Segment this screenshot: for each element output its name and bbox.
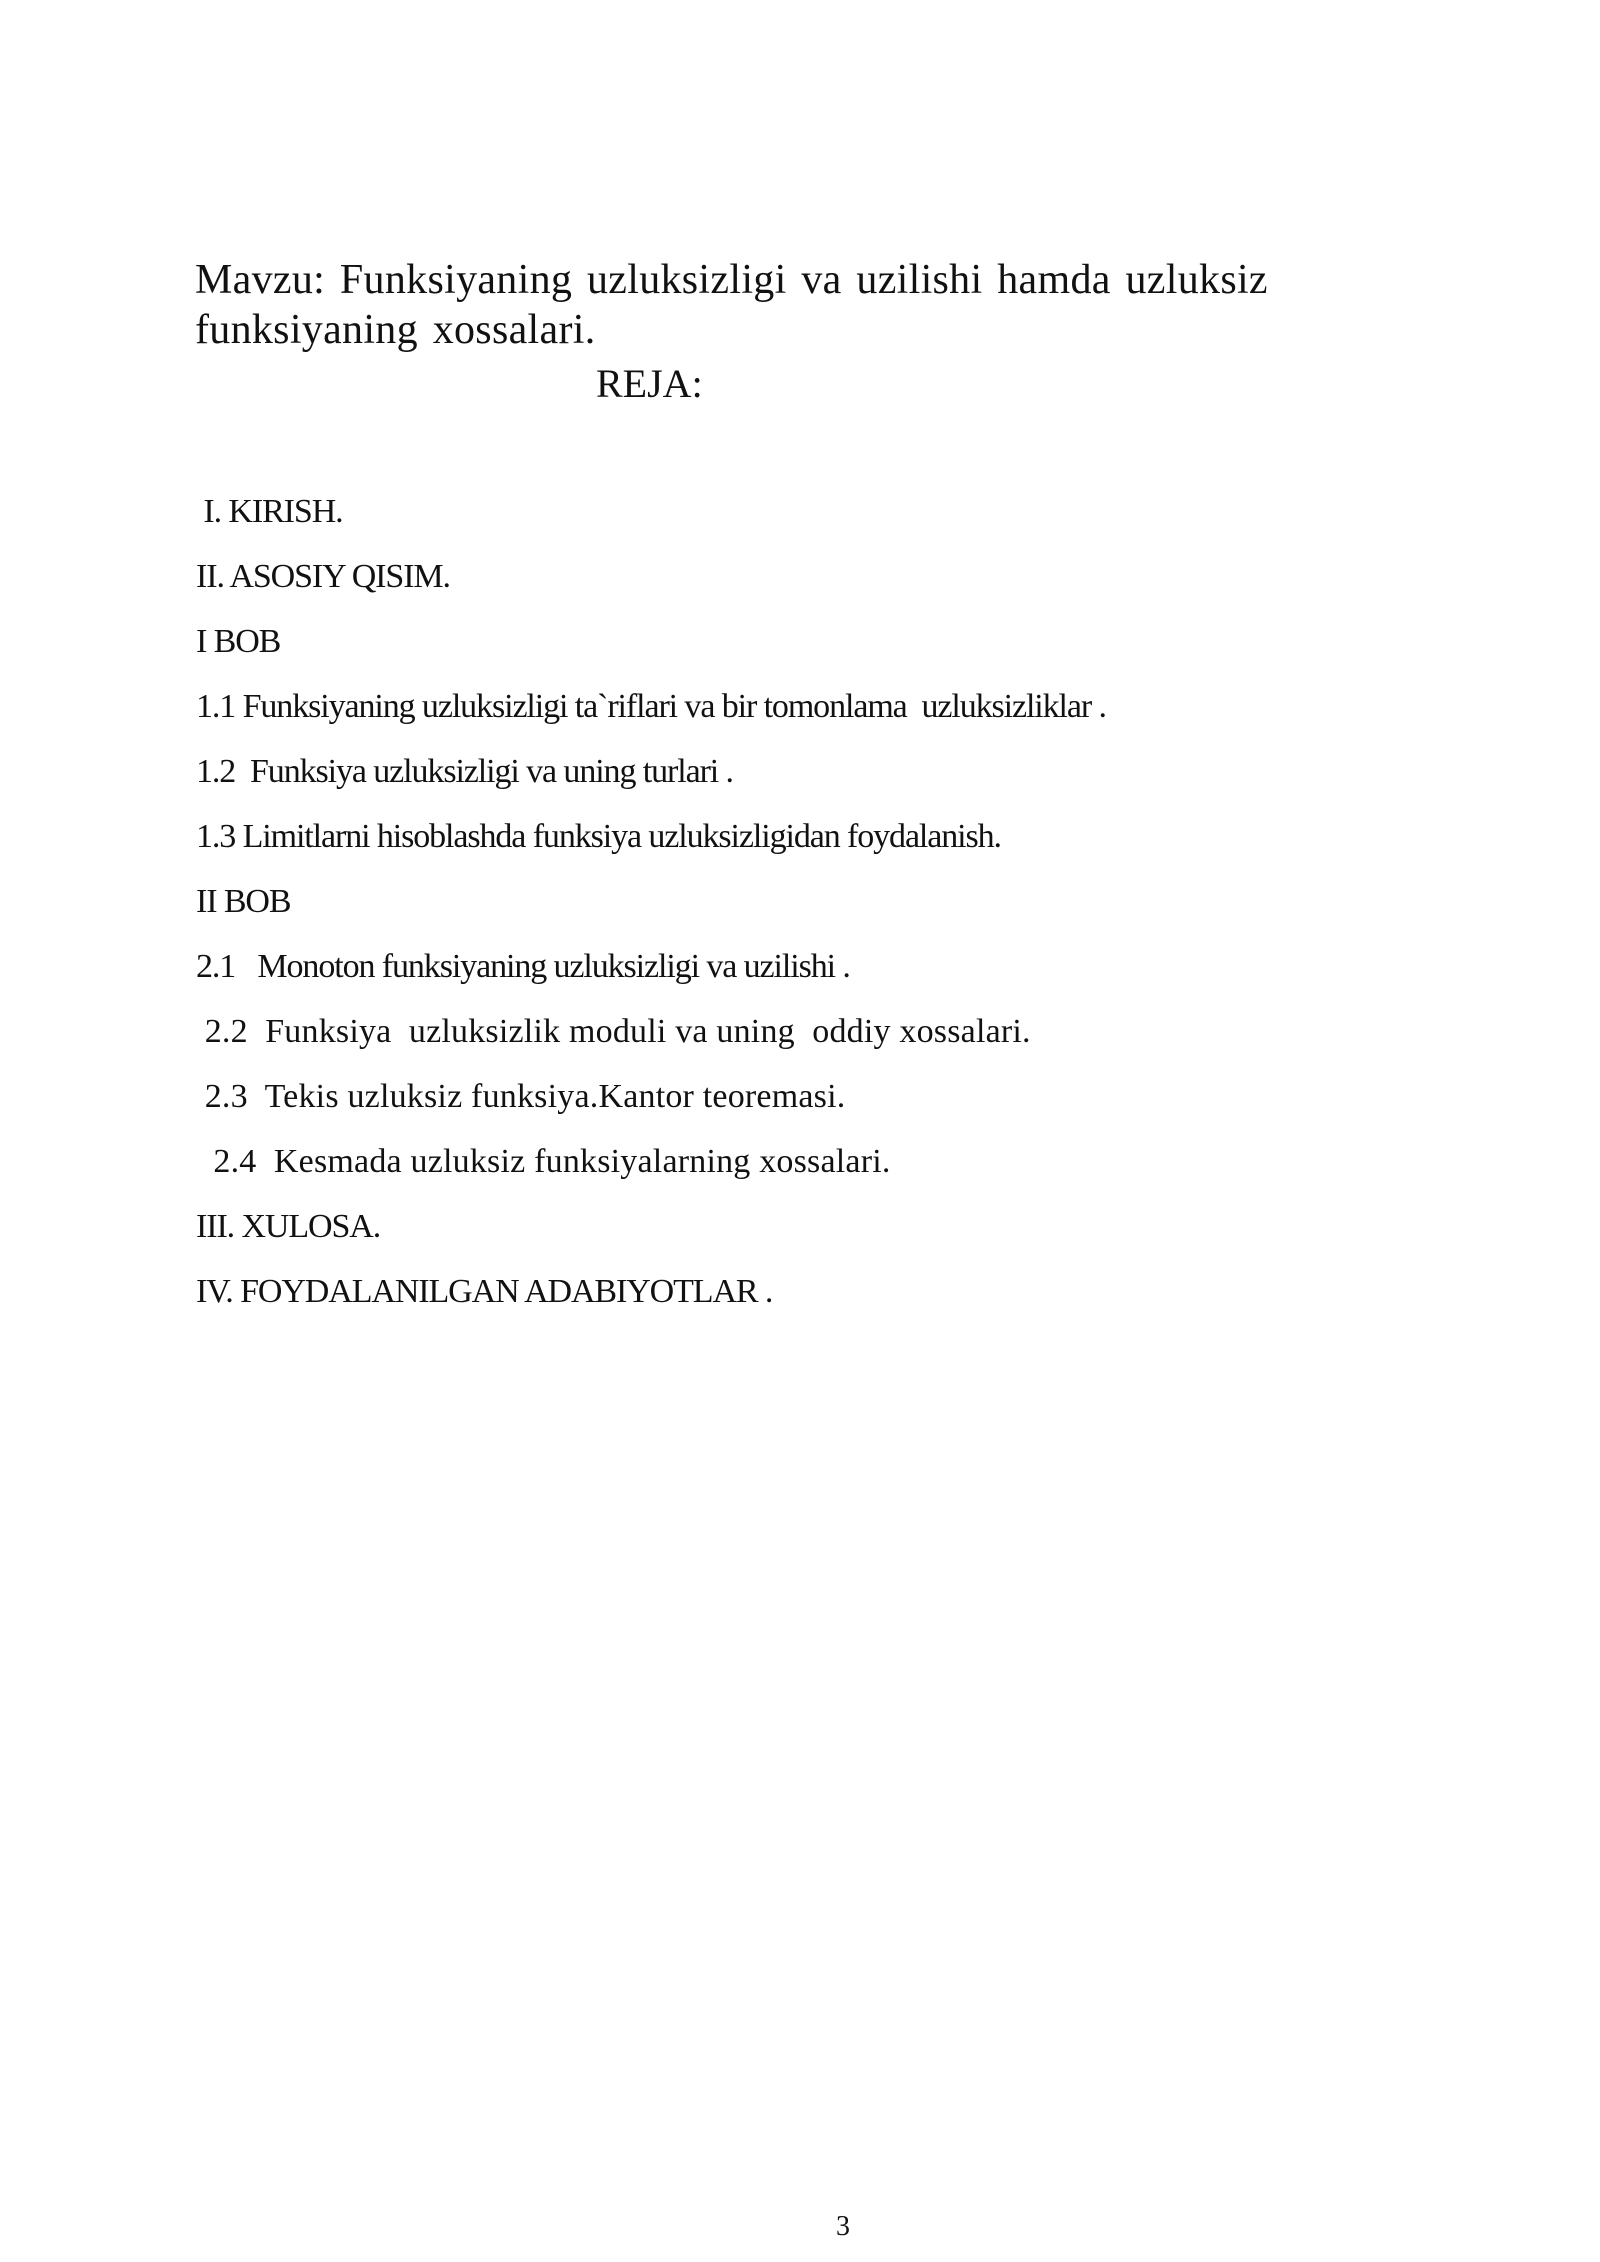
plan-item-introduction: I. KIRISH. bbox=[196, 493, 343, 530]
plan-item-1-2: 1.2 Funksiya uzluksizligi va uning turlari . bbox=[196, 753, 733, 790]
plan-item-main-part: II. ASOSIY QISIM. bbox=[196, 558, 450, 595]
plan-item-2-3: 2.3 Tekis uzluksiz funksiya.Kantor teoremasi. bbox=[196, 1078, 846, 1115]
plan-item-references: IV. FOYDALANILGAN ADABIYOTLAR . bbox=[196, 1273, 773, 1310]
plan-item-chapter-1: I BOB bbox=[196, 623, 281, 660]
page-number: 3 bbox=[836, 2211, 850, 2242]
plan-heading: REJA: bbox=[596, 361, 703, 406]
plan-item-2-2: 2.2 Funksiya uzluksizlik moduli va uning oddiy xossalari. bbox=[196, 1013, 1031, 1050]
title-line-2: funksiyaning xossalari. bbox=[195, 307, 596, 353]
plan-item-chapter-2: II BOB bbox=[196, 883, 291, 920]
title-line-1: Mavzu: Funksiyaning uzluksizligi va uzilishi hamda uzluksiz bbox=[195, 257, 1268, 303]
plan-item-conclusion: III. XULOSA. bbox=[196, 1208, 381, 1245]
plan-item-2-1: 2.1 Monoton funksiyaning uzluksizligi va uzilishi . bbox=[196, 948, 850, 985]
plan-item-2-4: 2.4 Kesmada uzluksiz funksiyalarning xossalari. bbox=[196, 1143, 891, 1180]
plan-item-1-3: 1.3 Limitlarni hisoblashda funksiya uzluksizligidan foydalanish. bbox=[196, 818, 1001, 855]
document-title bbox=[195, 255, 1375, 355]
plan-item-1-1: 1.1 Funksiyaning uzluksizligi ta`riflari va bir tomonlama uzluksizliklar . bbox=[196, 688, 1106, 725]
